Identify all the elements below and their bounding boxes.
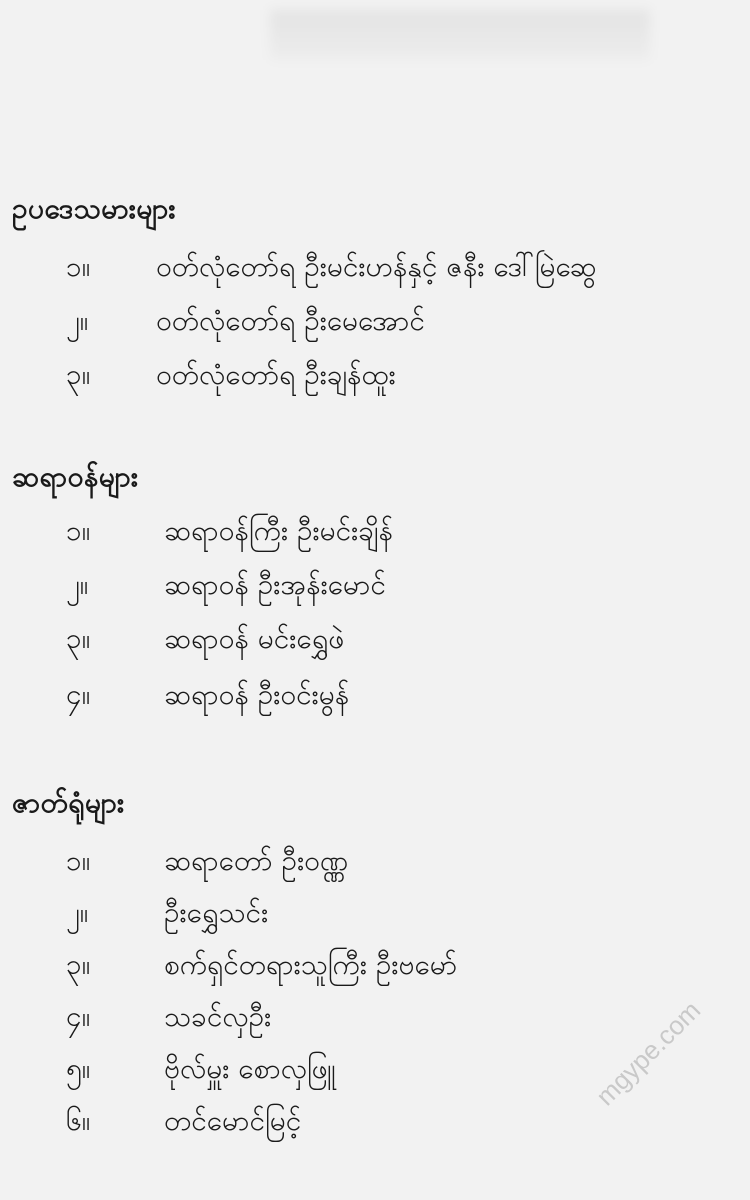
list-item	[66, 946, 457, 988]
item-number: ၄။	[66, 1000, 91, 1033]
item-number: ၄။	[66, 678, 91, 711]
item-text: ဆရာဝန် မင်းရွှေဖဲ	[164, 622, 345, 655]
item-text: စက်ရှင်တရားသူကြီး ဦးဗမော်	[164, 948, 458, 981]
item-text: ဝတ်လုံတော်ရ ဦးမေအောင်	[156, 304, 425, 337]
item-text: ဝတ်လုံတော်ရ ဦးချန်ထူး	[156, 358, 396, 391]
item-number: ၁။	[66, 514, 91, 547]
list-item	[66, 1102, 301, 1144]
item-number: ၃။	[66, 948, 91, 981]
list-item	[66, 894, 268, 936]
list-item	[66, 566, 386, 608]
item-text: ဗိုလ်မှူး စောလှဖြူ	[164, 1052, 336, 1085]
item-text: ဦးရွှေသင်း	[164, 896, 269, 929]
site-watermark: mgype.com	[590, 994, 707, 1112]
list-item	[66, 676, 349, 718]
item-number: ၂။	[66, 304, 89, 337]
item-text: တင်မောင်မြင့်	[164, 1104, 302, 1137]
item-number: ၂။	[66, 896, 89, 929]
item-number: ၆။	[66, 1104, 91, 1137]
item-number: ၃။	[66, 622, 91, 655]
bleed-through-text	[270, 10, 650, 60]
list-item	[66, 302, 425, 344]
section-heading: ဥပဒေသမားများ	[12, 192, 176, 225]
section-heading: ဇာတ်ရုံများ	[12, 786, 125, 819]
list-item	[66, 1050, 336, 1092]
item-text: သခင်လှဦး	[164, 1000, 272, 1033]
list-item	[66, 512, 393, 554]
item-number: ၃။	[66, 358, 91, 391]
list-item	[66, 998, 271, 1040]
item-number: ၁။	[66, 250, 91, 283]
item-text: ဆရာတော် ဦးဝဏ္ဏ	[164, 844, 349, 877]
list-item	[66, 842, 348, 884]
item-number: ၂။	[66, 568, 89, 601]
item-text: ဆရာဝန် ဦးဝင်းမွန်	[164, 678, 350, 711]
item-number: ၅။	[66, 1052, 91, 1085]
list-item	[66, 356, 396, 398]
item-text: ဆရာဝန်ကြီး ဦးမင်းချိန်	[164, 514, 393, 547]
item-number: ၁။	[66, 844, 91, 877]
item-text: ဝတ်လုံတော်ရ ဦးမင်းဟန်နှင့် ဇနီး ဒေါ်မြဲဆွေ	[156, 250, 597, 283]
item-text: ဆရာဝန် ဦးအုန်းမောင်	[164, 568, 386, 601]
list-item	[66, 620, 344, 662]
section-heading: ဆရာဝန်များ	[12, 460, 139, 493]
list-item	[66, 248, 597, 290]
